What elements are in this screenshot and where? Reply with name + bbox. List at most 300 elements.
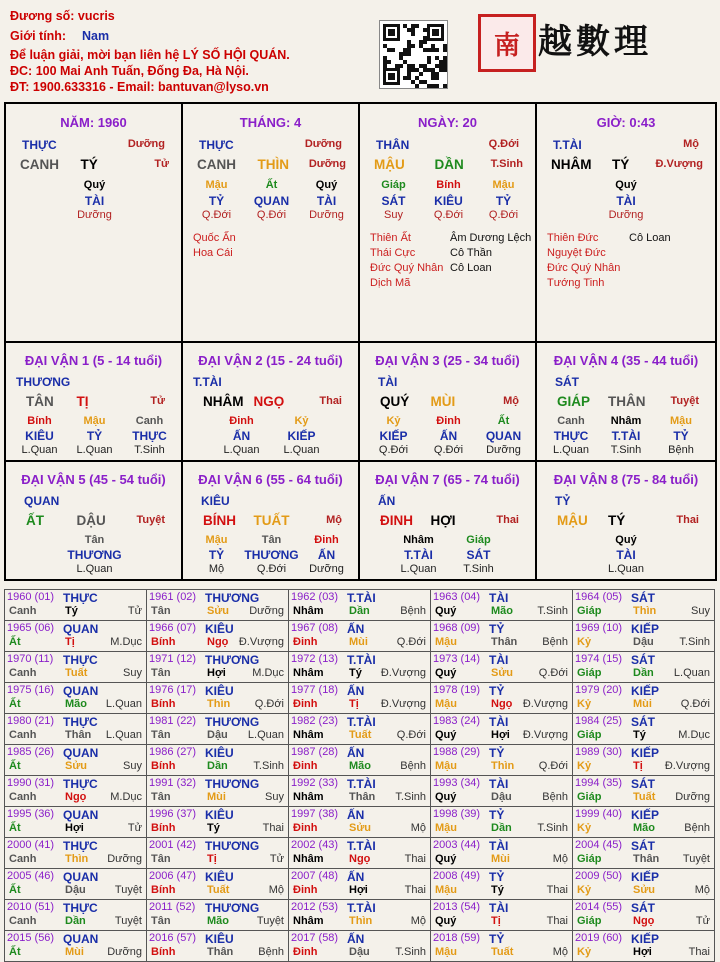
year-chi: Hợi [65,822,84,834]
year-phase: Suy [123,760,142,772]
year-label: 1980 (21) [7,715,55,727]
year-god: TỶ [489,870,505,884]
pillar-chi-phase: Tử [154,158,169,170]
year-chi: Mão [65,698,87,710]
year-chi: Thìn [207,698,231,710]
year-cell[interactable] [147,714,289,745]
year-chi: Sửu [207,605,230,617]
dai-van-phase: Thai [676,514,699,526]
year-label: 1993 (34) [433,777,481,789]
chart-grid [4,102,717,581]
year-chi: Thân [633,853,660,865]
year-chi: Tuất [207,884,230,896]
year-cell[interactable] [147,683,289,714]
dv-hidden-phase: Q.Đới [433,444,464,456]
year-label: 1984 (25) [575,715,623,727]
year-can: Canh [9,853,37,865]
year-label: 2001 (42) [149,839,197,851]
year-phase: Tử [127,822,142,834]
year-label: 2005 (46) [7,870,55,882]
dv-hidden-stem: Giáp [466,534,491,546]
year-god: T.TÀI [347,653,376,667]
dai-van-god: KIÊU [201,494,230,508]
year-chi: Dậu [65,884,86,896]
year-phase: Đ.Vượng [522,698,568,710]
year-chi: Hợi [349,884,368,896]
year-cell[interactable] [147,590,289,621]
dai-van-god: SÁT [555,375,579,389]
year-chi: Tị [491,915,501,927]
dai-van-title: ĐẠI VẬN 8 (75 - 84 tuổi) [553,472,699,487]
star-2: Cô Loan [629,232,671,244]
dv-hidden-stem: Nhâm [610,415,642,427]
year-can: Đinh [293,822,318,834]
dai-van-can: GIÁP [557,394,591,409]
year-can: Mậu [435,636,457,648]
year-chi: Dậu [491,791,512,803]
hidden-god: TỶ [208,194,225,208]
year-phase: T.Sinh [253,760,284,772]
pillar-title: THÁNG: 4 [239,115,302,130]
year-god: THỰC [63,653,98,667]
pillar-title: GIỜ: 0:43 [596,115,656,130]
pillar-phase-top: Q.Đới [488,138,519,150]
hidden-stem: Quý [615,179,637,191]
star: Quốc Ấn [193,232,236,244]
year-chi: Mùi [207,791,226,803]
year-cell[interactable] [147,621,289,652]
year-god: KIÊU [205,746,234,760]
year-label: 1983 (24) [433,715,481,727]
year-god: THƯƠNG [205,591,260,605]
year-cell[interactable] [573,652,715,683]
year-cell[interactable] [431,714,573,745]
dv-hidden-phase: L.Quan [552,444,590,456]
year-phase: M.Dục [110,636,142,648]
dai-van-5 [6,462,183,581]
year-cell[interactable] [5,745,147,776]
dv-hidden-god: ẤN [232,429,251,443]
year-can: Nhâm [293,667,324,679]
year-can: Tân [151,791,171,803]
year-cell[interactable] [5,838,147,869]
year-chi: Dậu [633,636,654,648]
dv-hidden-stem: Mậu [205,534,228,546]
year-label: 1967 (08) [291,622,339,634]
year-cell[interactable] [147,807,289,838]
year-label: 1961 (02) [149,591,197,603]
year-label: 2018 (59) [433,932,481,944]
year-cell[interactable] [431,621,573,652]
dai-van-phase: Tuyệt [670,395,699,407]
year-can: Canh [9,605,37,617]
year-cell[interactable] [573,714,715,745]
year-chi: Thìn [349,915,373,927]
year-label: 1968 (09) [433,622,481,634]
year-chi: Tị [349,698,359,710]
year-cell[interactable] [431,807,573,838]
gender-label: Giới tính: [10,29,67,43]
year-can: Mậu [435,822,457,834]
year-cell[interactable] [431,683,573,714]
year-phase: Đ.Vượng [664,760,710,772]
year-cell[interactable] [573,838,715,869]
contact-note: Để luận giải, mời bạn liên hệ LÝ SỐ HỘI QUÁN. [10,48,290,62]
year-phase: Q.Đới [680,698,710,710]
year-label: 1995 (36) [7,808,55,820]
year-god: KIÊU [205,932,234,946]
dv-hidden-stem: Đinh [314,534,339,546]
dai-van-8 [537,462,715,581]
year-cell[interactable] [573,683,715,714]
dai-van-title: ĐẠI VẬN 2 (15 - 24 tuổi) [198,353,343,368]
dv-hidden-stem: Mậu [670,415,692,427]
year-label: 1974 (15) [575,653,623,665]
year-label: 2004 (45) [575,839,623,851]
year-phase: Dưỡng [675,791,710,803]
year-chi: Dần [633,667,654,679]
year-cell[interactable] [5,776,147,807]
year-label: 2019 (60) [575,932,623,944]
dv-hidden-god: ẤN [439,429,458,443]
year-cell[interactable] [573,590,715,621]
dai-van-can: BÍNH [203,513,236,528]
year-cell[interactable] [5,683,147,714]
dv-hidden-god: TỶ [86,429,103,443]
year-can: Giáp [577,729,602,741]
year-can: Quý [435,667,457,679]
year-god: TÀI [489,715,509,729]
hidden-phase: Suy [384,209,403,221]
year-cell[interactable] [147,745,289,776]
year-phase: Tuyệt [114,884,142,896]
hidden-god: QUAN [253,194,290,208]
year-god: TÀI [489,777,509,791]
year-label: 1991 (32) [149,777,197,789]
year-cell[interactable] [5,869,147,900]
dv-hidden-god: T.TÀI [404,548,433,562]
year-cell[interactable] [431,931,573,962]
year-phase: Đ.Vượng [238,636,284,648]
year-label: 1972 (13) [291,653,339,665]
year-chi: Ngọ [491,698,513,710]
year-cell[interactable] [5,900,147,931]
year-cell[interactable] [573,621,715,652]
year-cell[interactable] [573,900,715,931]
year-cell[interactable] [5,590,147,621]
year-phase: L.Quan [673,667,710,679]
year-god: TÀI [489,839,509,853]
year-label: 1994 (35) [575,777,623,789]
year-can: Ất [9,636,21,648]
year-god: KIẾP [631,808,660,822]
year-can: Đinh [293,884,318,896]
dv-hidden-stem: Kỷ [386,415,401,427]
dv-hidden-phase: T.Sinh [610,444,642,456]
year-phase: Bệnh [542,636,568,648]
dai-van-can: ĐINH [380,513,413,528]
year-cell[interactable] [431,590,573,621]
year-phase: Bệnh [400,760,426,772]
dv-hidden-god: KIÊU [25,429,54,443]
hidden-god: TÀI [616,194,636,208]
dai-van-7 [360,462,537,581]
dv-hidden-stem: Mậu [83,415,106,427]
dai-van-2 [183,343,360,462]
year-chi: Tý [349,667,362,679]
year-chi: Thìn [65,853,89,865]
dai-van-can: ẤT [26,513,44,528]
year-cell[interactable] [573,745,715,776]
year-chi: Tuất [633,791,656,803]
year-chi: Sửu [65,760,88,772]
year-god: TỶ [489,808,505,822]
year-chi: Mùi [491,853,510,865]
year-cell[interactable] [289,807,431,838]
year-god: THỰC [63,777,98,791]
year-cell[interactable] [289,838,431,869]
year-cell[interactable] [289,652,431,683]
year-god: TÀI [489,901,509,915]
year-phase: Bệnh [684,822,710,834]
year-cell[interactable] [573,869,715,900]
year-label: 1992 (33) [291,777,339,789]
year-cell[interactable] [289,931,431,962]
dai-van-chi: HỢI [430,513,456,528]
year-chi: Ngọ [65,791,87,803]
dv-hidden-stem: Tân [84,534,105,546]
year-god: T.TÀI [347,839,376,853]
year-cell[interactable] [5,807,147,838]
year-chi: Tị [633,760,643,772]
pillar-chi-phase: Dưỡng [308,158,346,170]
year-phase: Q.Đới [254,698,284,710]
year-can: Đinh [293,698,318,710]
year-phase: Q.Đới [538,667,568,679]
year-cell[interactable] [431,745,573,776]
pillar-2 [360,104,537,343]
year-label: 1977 (18) [291,684,339,696]
year-can: Kỷ [577,884,592,896]
star-2: Cô Thần [450,247,492,259]
year-cell[interactable] [147,931,289,962]
year-label: 1973 (14) [433,653,481,665]
star: Hoa Cái [193,247,233,259]
year-god: TÀI [489,653,509,667]
year-cell[interactable] [147,652,289,683]
pillar-chi-phase: T.Sinh [490,158,523,170]
dai-van-god: T.TÀI [193,375,222,389]
year-can: Canh [9,667,37,679]
year-phase: Tử [695,915,710,927]
year-cell[interactable] [289,683,431,714]
star-2: Cô Loan [450,262,492,274]
year-can: Bính [151,636,176,648]
year-cell[interactable] [5,714,147,745]
year-chi: Dần [65,915,86,927]
year-cell[interactable] [289,745,431,776]
year-cell[interactable] [5,652,147,683]
year-can: Quý [435,729,457,741]
year-phase: Bệnh [258,946,284,958]
year-can: Tân [151,605,171,617]
dv-hidden-god: SÁT [466,548,491,562]
hidden-stem: Mậu [205,179,228,191]
pillar-0 [6,104,183,343]
year-cell[interactable] [289,621,431,652]
dv-hidden-stem: Đinh [229,415,254,427]
year-cell[interactable] [147,776,289,807]
star: Dịch Mã [370,277,411,289]
year-phase: Dưỡng [107,853,142,865]
dai-van-title: ĐẠI VẬN 4 (35 - 44 tuổi) [553,353,699,368]
hidden-god: TỶ [495,194,512,208]
year-cell[interactable] [431,838,573,869]
year-phase: Suy [265,791,284,803]
year-chi: Dần [207,760,228,772]
year-cell[interactable] [289,590,431,621]
year-god: TỶ [489,746,505,760]
year-label: 1971 (12) [149,653,197,665]
year-phase: Q.Đới [396,636,426,648]
hidden-phase: Q.Đới [433,209,464,221]
year-phase: T.Sinh [537,822,568,834]
year-phase: Thai [688,946,710,958]
year-label: 1999 (40) [575,808,623,820]
pillar-phase-top: Dưỡng [304,138,342,150]
year-god: QUAN [63,746,99,760]
year-chi: Ngọ [207,636,229,648]
year-can: Ất [9,884,21,896]
dv-hidden-phase: Dưỡng [309,563,344,575]
year-god: ẤN [347,870,365,884]
year-chi: Dậu [207,729,228,741]
year-phase: Tử [269,853,284,865]
dv-hidden-god: THƯƠNG [67,548,122,562]
year-god: SÁT [631,715,655,729]
dv-hidden-phase: Bệnh [668,444,694,456]
year-chi: Thìn [633,605,657,617]
year-cell[interactable] [289,714,431,745]
dai-van-chi: DẬU [76,513,106,528]
star: Tướng Tinh [547,277,605,289]
seal-logo: 南 [478,14,536,72]
phone-email[interactable]: ĐT: 1900.633316 - Email: bantuvan@lyso.vn [10,80,269,94]
year-can: Nhâm [293,605,324,617]
year-phase: T.Sinh [537,605,568,617]
hidden-stem: Quý [83,179,106,191]
year-god: ẤN [347,932,365,946]
year-cell[interactable] [573,776,715,807]
year-chi: Mão [491,605,513,617]
pillar-can: CANH [197,157,236,172]
year-cell[interactable] [147,838,289,869]
year-cell[interactable] [573,931,715,962]
year-cell[interactable] [5,931,147,962]
year-phase: Tuyệt [114,915,142,927]
year-label: 1997 (38) [291,808,339,820]
year-can: Giáp [577,791,602,803]
year-chi: Thân [491,636,518,648]
year-can: Nhâm [293,915,324,927]
hidden-stem: Mậu [492,179,515,191]
year-god: KIÊU [205,622,234,636]
year-cell[interactable] [289,869,431,900]
dai-van-can: TÂN [26,394,54,409]
pillar-god-top: THỰC [199,138,234,152]
year-phase: Bệnh [400,605,426,617]
dv-hidden-phase: L.Quan [223,444,260,456]
year-chi: Dần [349,605,370,617]
year-phase: Thai [404,853,426,865]
year-god: ẤN [347,684,365,698]
qr-code[interactable] [379,20,448,89]
year-can: Nhâm [293,729,324,741]
year-cell[interactable] [289,776,431,807]
year-can: Kỷ [577,698,592,710]
year-phase: Tuyệt [256,915,284,927]
dv-hidden-stem: Canh [557,415,585,427]
year-phase: M.Dục [252,667,284,679]
year-chi: Tị [207,853,217,865]
year-can: Bính [151,946,176,958]
star: Đức Quý Nhân [370,262,444,274]
year-phase: Thai [404,884,426,896]
year-god: SÁT [631,901,655,915]
star-2: Âm Dương Lệch [450,232,532,244]
year-cell[interactable] [431,869,573,900]
year-god: QUAN [63,808,99,822]
year-cell[interactable] [147,869,289,900]
year-cell[interactable] [431,652,573,683]
dai-van-title: ĐẠI VẬN 7 (65 - 74 tuổi) [375,472,520,487]
year-god: QUAN [63,932,99,946]
year-label: 1963 (04) [433,591,481,603]
year-god: THƯƠNG [205,901,260,915]
year-can: Ất [9,698,21,710]
dai-van-6 [183,462,360,581]
year-cell[interactable] [431,900,573,931]
year-can: Bính [151,822,176,834]
hidden-god: KIÊU [434,194,463,208]
year-label: 1998 (39) [433,808,481,820]
dv-hidden-phase: L.Quan [283,444,320,456]
year-cell[interactable] [147,900,289,931]
year-cell[interactable] [573,807,715,838]
hidden-god: SÁT [381,194,406,208]
year-chi: Thìn [491,760,515,772]
year-label: 2006 (47) [149,870,197,882]
dai-van-chi: TÝ [608,513,626,528]
dv-hidden-god: ẤN [317,548,336,562]
year-can: Mậu [435,946,457,958]
hidden-stem: Bính [436,179,461,191]
dv-hidden-phase: L.Quan [400,563,437,575]
hidden-stem: Ất [265,179,278,191]
year-cell[interactable] [5,621,147,652]
year-cell[interactable] [289,900,431,931]
year-cell[interactable] [431,776,573,807]
dai-van-chi: NGỌ [253,394,285,409]
hidden-phase: Q.Đới [256,209,287,221]
year-label: 2015 (56) [7,932,55,944]
year-label: 2013 (54) [433,901,481,913]
year-can: Kỷ [577,760,592,772]
year-chi: Tị [65,636,75,648]
pillar-chi: DẦN [434,157,464,172]
year-god: TỶ [489,684,505,698]
year-god: SÁT [631,839,655,853]
